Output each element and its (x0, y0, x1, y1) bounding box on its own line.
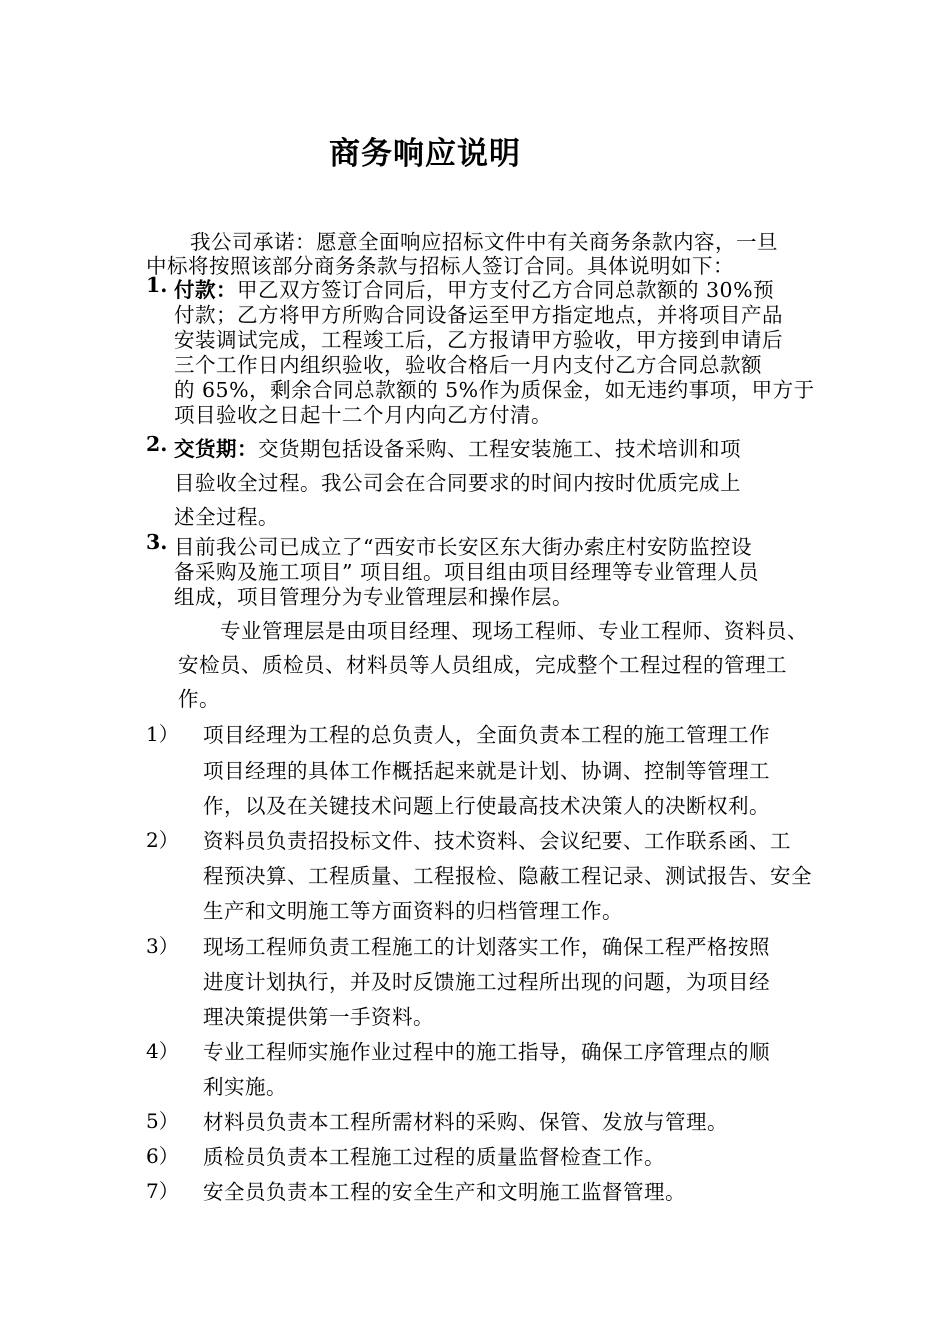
intro-line: 中标将按照该部分商务条款与招标人签订合同。具体说明如下： (146, 254, 734, 278)
item2-text: 交货期包括设备采购、工程安装施工、技术培训和项 (258, 437, 741, 461)
item3-line: 备采购及施工项目” 项目组。项目组由项目经理等专业管理人员 (174, 560, 759, 584)
subitem-line: 作，以及在关键技术问题上行使最高技术决策人的决断权利。 (203, 794, 770, 818)
subitem-number: 3） (146, 934, 179, 958)
item2-line: 目验收全过程。我公司会在合同要求的时间内按时优质完成上 (174, 471, 741, 495)
item3-line: 组成，项目管理分为专业管理层和操作层。 (174, 585, 573, 609)
subitem-number: 4） (146, 1039, 179, 1063)
subitem-line: 项目经理为工程的总负责人，全面负责本工程的施工管理工作 (203, 723, 770, 747)
item1-text: 甲乙双方签订合同后，甲方支付乙方合同总款额的 30%预 (237, 278, 775, 302)
mgmt-line: 专业管理层是由项目经理、现场工程师、专业工程师、资料员、 (220, 619, 808, 643)
subitem-number: 2） (146, 828, 179, 852)
item1-label: 付款： (174, 278, 237, 302)
item-number: 3. (146, 530, 168, 554)
item1-line: 项目验收之日起十二个月内向乙方付清。 (174, 403, 552, 427)
page-title: 商务响应说明 (329, 136, 521, 172)
mgmt-line: 作。 (178, 687, 220, 711)
item2-line: 述全过程。 (174, 505, 279, 529)
subitem-line: 现场工程师负责工程施工的计划落实工作，确保工程严格按照 (203, 935, 770, 959)
subitem-line: 资料员负责招投标文件、技术资料、会议纪要、工作联系函、工 (203, 829, 791, 853)
subitem-line: 利实施。 (203, 1075, 287, 1099)
subitem-number: 7） (146, 1179, 179, 1203)
subitem-line: 质检员负责本工程施工过程的质量监督检查工作。 (203, 1145, 665, 1169)
subitem-line: 程预决算、工程质量、工程报检、隐蔽工程记录、测试报告、安全 (203, 864, 812, 888)
subitem-line: 项目经理的具体工作概括起来就是计划、协调、控制等管理工 (203, 759, 770, 783)
subitem-line: 安全员负责本工程的安全生产和文明施工监督管理。 (203, 1180, 686, 1204)
item2-label: 交货期： (174, 437, 258, 461)
subitem-line: 进度计划执行，并及时反馈施工过程所出现的问题，为项目经 (203, 970, 770, 994)
item1-line: 的 65%，剩余合同总款额的 5%作为质保金，如无违约事项，甲方于 (174, 378, 815, 402)
item3-line: 目前我公司已成立了“西安市长安区东大街办索庄村安防监控设 (174, 535, 752, 559)
subitem-line: 理决策提供第一手资料。 (203, 1005, 434, 1029)
intro-line: 我公司承诺：愿意全面响应招标文件中有关商务条款内容，一旦 (190, 230, 778, 254)
item2-first-line (174, 432, 741, 462)
item-number: 2. (146, 432, 168, 456)
item1-line: 三个工作日内组织验收，验收合格后一月内支付乙方合同总款额 (174, 353, 762, 377)
subitem-number: 6） (146, 1144, 179, 1168)
item-number: 1. (146, 273, 168, 297)
mgmt-line: 安检员、质检员、材料员等人员组成，完成整个工程过程的管理工 (178, 653, 787, 677)
subitem-number: 5） (146, 1109, 179, 1133)
subitem-line: 专业工程师实施作业过程中的施工指导，确保工序管理点的顺 (203, 1040, 770, 1064)
item1-line: 付款；乙方将甲方所购合同设备运至甲方指定地点，并将项目产品 (174, 303, 783, 327)
subitem-line: 生产和文明施工等方面资料的归档管理工作。 (203, 899, 623, 923)
subitem-line: 材料员负责本工程所需材料的采购、保管、发放与管理。 (203, 1110, 728, 1134)
item1-line: 安装调试完成，工程竣工后，乙方报请甲方验收，甲方接到申请后 (174, 328, 783, 352)
subitem-number: 1） (146, 722, 179, 746)
